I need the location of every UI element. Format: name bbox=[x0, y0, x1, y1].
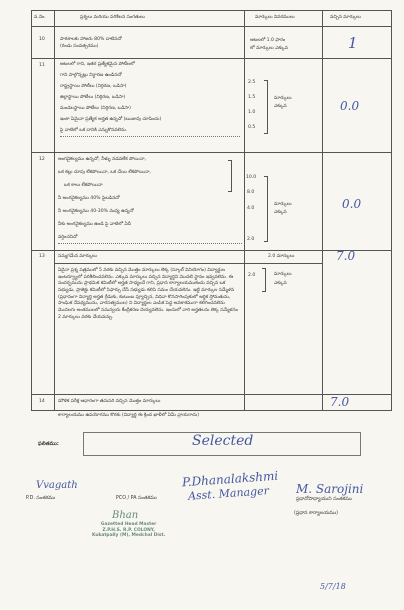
marks-value: 2.5 bbox=[248, 80, 256, 85]
signature-saroj: M. Sarojini bbox=[296, 482, 364, 496]
brace bbox=[264, 176, 268, 242]
question-line: వర్తించనిచో bbox=[58, 235, 78, 240]
question-line: రాష్ట్రస్థాయి పోటీలు (నిర్గిరణ, ఒడిసా) bbox=[60, 84, 127, 89]
pd-signature-label: P.D. సంతకము bbox=[26, 496, 56, 501]
result-box bbox=[83, 432, 361, 456]
signature-manager-title: Asst. Manager bbox=[187, 484, 270, 503]
score-handwritten: 7.0 bbox=[330, 395, 350, 409]
marks-value: 4.0 bbox=[247, 206, 255, 211]
row-number: 10 bbox=[39, 37, 45, 42]
question-line: నీకు అంగవైకల్యము ఉండి పై వాటిలో ఏదీ bbox=[58, 222, 131, 227]
marks-note: ఎక్కువ bbox=[274, 281, 287, 286]
marks-note: ఎక్కువ bbox=[274, 104, 287, 109]
marks-note: మార్కులు bbox=[274, 202, 292, 207]
score-handwritten: 7.0 bbox=[336, 249, 356, 263]
question-line: గాని పాల్గొన్నట్లు నిర్ధారణ ఉండినచో bbox=[60, 73, 122, 78]
signature-pd: Vvagath bbox=[36, 480, 78, 491]
marks-title: 2.0 మార్కులు bbox=[268, 254, 295, 259]
result-label: ఫలితము: bbox=[38, 441, 59, 447]
question-line: మౌళిక పరీక్ష ఆధారంగా తదుపరి వచ్చిన మొత్తం మార్కులు bbox=[58, 399, 161, 404]
question-line: (రెండు సంవత్సరము) bbox=[60, 44, 99, 49]
question-line: మండలస్థాయి పోటీలు (నిర్గిరణ, ఒడిసా) bbox=[60, 106, 131, 111]
row-number: 11 bbox=[39, 63, 45, 68]
marks-value: 8.0 bbox=[247, 190, 255, 195]
question-line: పాఠశాలకు హాజరు 80% దాటినచో bbox=[60, 37, 122, 42]
header-question: ప్రశ్నలు మరియు పరిశీలన సంగతులు bbox=[80, 15, 145, 20]
header-marks-given: వచ్చిన మార్కులు bbox=[330, 15, 361, 20]
question-line: జిల్లాస్థాయి పోటీలు (నిర్గిరణ, ఒడిసా) bbox=[60, 95, 126, 100]
question-line: ఇంకా ఏమైనా ప్రత్యేక అర్హత ఉన్నచో (ఋజువు చూపించు) bbox=[60, 117, 162, 122]
question-line: అంగవైకల్యము ఉన్నచో, నీళ్ళు నడవలేక పోయినా, bbox=[58, 157, 146, 162]
score-handwritten: 0.0 bbox=[342, 197, 362, 211]
marks-value: 2.0 bbox=[248, 273, 256, 278]
brace bbox=[262, 268, 266, 292]
row-number: 14 bbox=[39, 399, 45, 404]
header-sno: వ.నెం. bbox=[34, 15, 46, 20]
sub-rule bbox=[54, 263, 322, 264]
marks-note: మార్కులు bbox=[274, 272, 292, 277]
signature-manager-name: P.Dhanalakshmi bbox=[181, 468, 279, 490]
question-line: ఒక కల్లు చూపు లేకపోయినా, ఒక చేయి లేకపోయినా, bbox=[58, 170, 151, 175]
marks-value: 10.0 bbox=[246, 175, 257, 180]
result-value: Selected bbox=[192, 433, 254, 449]
office-label: (ప్రధాన కార్యాలయము) bbox=[294, 511, 339, 516]
question-line: ఆటలలో గాని, ఇతర ప్రత్యేకమైన పోటీలలో bbox=[60, 62, 135, 67]
marks-value: 1.5 bbox=[248, 95, 256, 100]
question-line: నీ అంగవైకల్యము 40% పైబడినచో bbox=[58, 196, 120, 201]
office-note: కార్యాలయము ఉపయోగము కొరకు (విద్యార్థి ఈ క్రింద ఖాళీలో ఏమీ వ్రాయరాదు) bbox=[58, 413, 200, 418]
marks-line: లో మార్కులు ఎక్కువ bbox=[250, 46, 288, 51]
marks-line: ఆటలలో 1.0 ఫారం bbox=[250, 38, 286, 43]
marks-value: 1.0 bbox=[248, 110, 256, 115]
question-line: ఒక కాలు లేకపోయినా bbox=[64, 183, 103, 188]
row-number: 12 bbox=[39, 157, 45, 162]
header-marks-detail: మార్కులు వివరములు bbox=[255, 15, 295, 20]
brace bbox=[228, 160, 232, 192]
row-number: 13 bbox=[39, 254, 45, 259]
brace bbox=[264, 80, 268, 134]
pco-signature-label: PCO / PA సంతకము bbox=[116, 496, 157, 501]
question-line: నీ అంగవైకల్యము 40-30% మధ్య ఉన్నచో bbox=[58, 209, 134, 214]
signature-bhan: Bhan bbox=[112, 510, 139, 521]
marks-value: 2.0 bbox=[247, 237, 255, 242]
head-master-stamp: Gazetted Head Master Z.P.H.S. R.P. COLONY, Kukatpally (M), Medchal Dist. bbox=[92, 522, 166, 538]
marks-value: 0.5 bbox=[248, 125, 256, 130]
question-title: సమ్మగమేన మార్కులు bbox=[58, 254, 97, 259]
score-handwritten: 1 bbox=[348, 34, 358, 52]
score-handwritten: 0.0 bbox=[340, 99, 360, 113]
marks-note: ఎక్కువ bbox=[274, 210, 287, 215]
dotted-rule bbox=[58, 243, 242, 244]
question-paragraph: ఏదైనా ప్రశ్న పత్రములో 5 వరకు వచ్చిన మొత్తం మార్కులు లెక్క (స్కూల్ వినియోగం) విద్యార్థుల ఇంటర్వ్యూలో పరిశీలించవలెను. ఎక్కువ మార్కులు వచ్చిన విద్యార్థిని మొదటి స్థానం ఇవ్వవలెను. ఈ సందర్భమును ప్రాథమిక కమిటీలో అర్హత సాధ్యంచే గాని, ప్రధాన కార్యాలయముకందు వచ్చిన ఒక సభ్యుడు, ప్రాజెక్టు కమిటీలో సిఫార్సు చేసే సభ్యుడు కలిసి సమం చేయవలెను. ఇట్టి మార్కుల సమ్మేళన (ప్రధానంగా విద్యార్థి అర్హత గ్రేడుకు, కుటుంబ ఫ్యూచ్చిన, విధివా కొనసాగింపుకులో ఆర్థిక స్తోమతును, సాంఘిక నేపథ్యమును, వారసత్వముల) ని విద్యార్థుల ఎంపిక పెద్ద అవకాశముగా కలిగించవలెను మొదలగు అంశములలో సమన్వయ కేంద్రీకరణ చెయ్యవలెను. ఇందులో వారి అర్హతలను లెక్క సమ్మేళనం 2 మార్కులు వరకు వేయవచ్చు. bbox=[58, 268, 238, 320]
question-line: పై వాటిలో ఒక దానికి ఎన్నుకొనవలెను. bbox=[60, 128, 128, 133]
principal-signature-label: ప్రధానోపాధ్యాయుని సంతకము bbox=[296, 497, 352, 502]
marks-note: మార్కులు bbox=[274, 96, 292, 101]
date-handwritten: 5/7/18 bbox=[320, 582, 346, 591]
dotted-rule bbox=[60, 136, 240, 137]
